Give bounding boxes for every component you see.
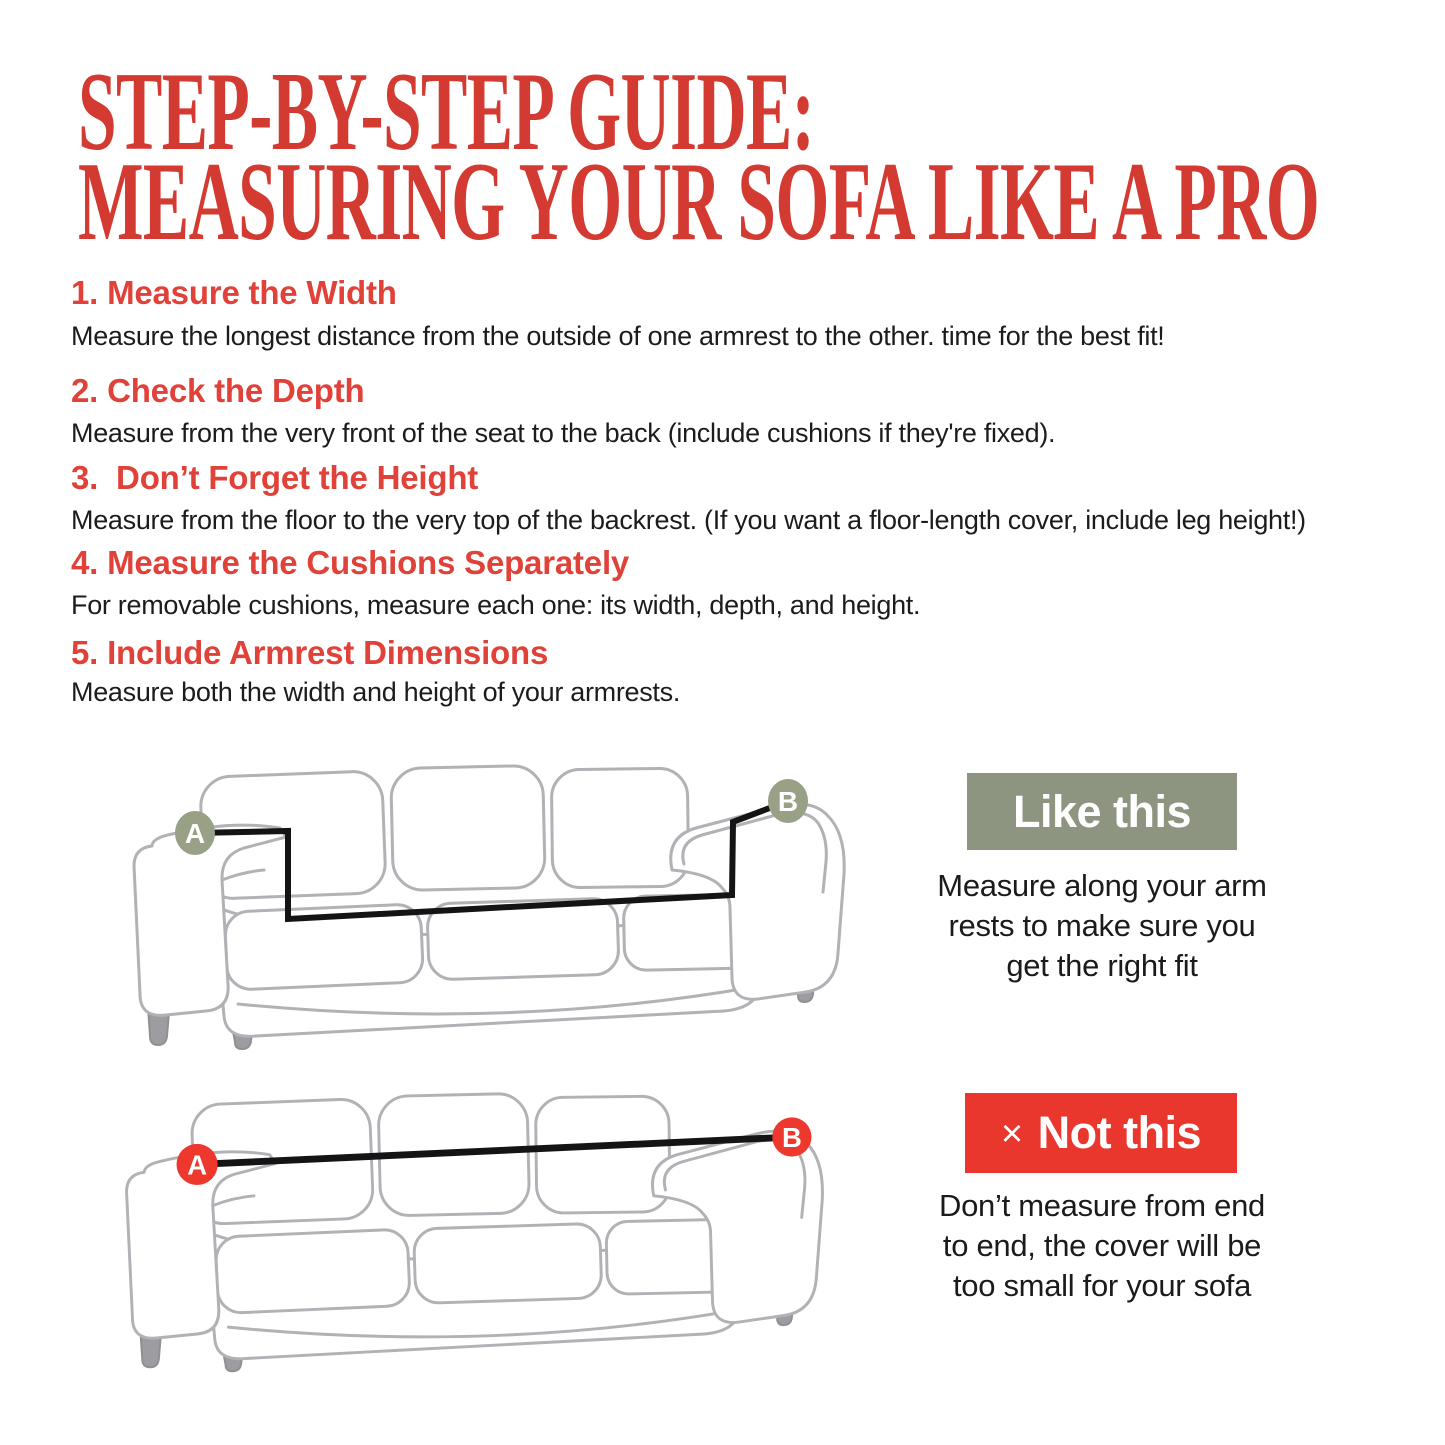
like-caption-line: rests to make sure you bbox=[948, 908, 1256, 943]
page-title-line1: STEP-BY-STEP GUIDE: bbox=[78, 50, 815, 174]
like-caption-line: Measure along your arm bbox=[937, 868, 1267, 903]
marker-a-label: A bbox=[187, 1149, 208, 1181]
like-this-badge-label: Like this bbox=[1012, 785, 1192, 837]
marker-b-label: B bbox=[777, 786, 799, 817]
step-1-heading: 1. Measure the Width bbox=[71, 274, 397, 311]
not-caption-line: to end, the cover will be bbox=[942, 1228, 1262, 1263]
like-this-caption bbox=[922, 866, 1282, 986]
like-caption-line: get the right fit bbox=[1006, 948, 1198, 983]
not-caption-line: too small for your sofa bbox=[952, 1268, 1252, 1303]
step-5-heading: 5. Include Armrest Dimensions bbox=[71, 634, 549, 671]
step-3-heading: 3. Don’t Forget the Height bbox=[71, 459, 479, 496]
not-this-caption bbox=[922, 1186, 1282, 1306]
marker-b-label: B bbox=[781, 1121, 802, 1153]
not-caption-line: Don’t measure from end bbox=[939, 1188, 1265, 1223]
sofa-diagram-correct bbox=[112, 758, 857, 1063]
page-title-line2: MEASURING YOUR SOFA LIKE A PRO bbox=[78, 139, 1320, 264]
step-2-heading: 2. Check the Depth bbox=[71, 372, 365, 409]
like-this-badge bbox=[967, 773, 1237, 850]
step-3-body: Measure from the floor to the very top of the backrest. (If you want a floor-length cover, include leg height!) bbox=[71, 505, 1306, 535]
step-4-body: For removable cushions, measure each one: its width, depth, and height. bbox=[71, 590, 921, 620]
step-1-body: Measure the longest distance from the outside of one armrest to the other. time for the best fit! bbox=[71, 321, 1165, 351]
cross-icon: × bbox=[1000, 1112, 1023, 1155]
page-title bbox=[78, 50, 1320, 264]
step-4-heading: 4. Measure the Cushions Separately bbox=[71, 544, 630, 581]
sofa-diagram-incorrect bbox=[105, 1078, 835, 1393]
step-2-body: Measure from the very front of the seat to the back (include cushions if they're fixed). bbox=[71, 418, 1056, 448]
not-this-badge bbox=[965, 1093, 1237, 1173]
step-5-body: Measure both the width and height of your armrests. bbox=[71, 677, 681, 707]
marker-a-label: A bbox=[184, 818, 206, 849]
not-this-badge-label: Not this bbox=[1037, 1107, 1202, 1158]
sofa-line-art bbox=[127, 1093, 823, 1371]
